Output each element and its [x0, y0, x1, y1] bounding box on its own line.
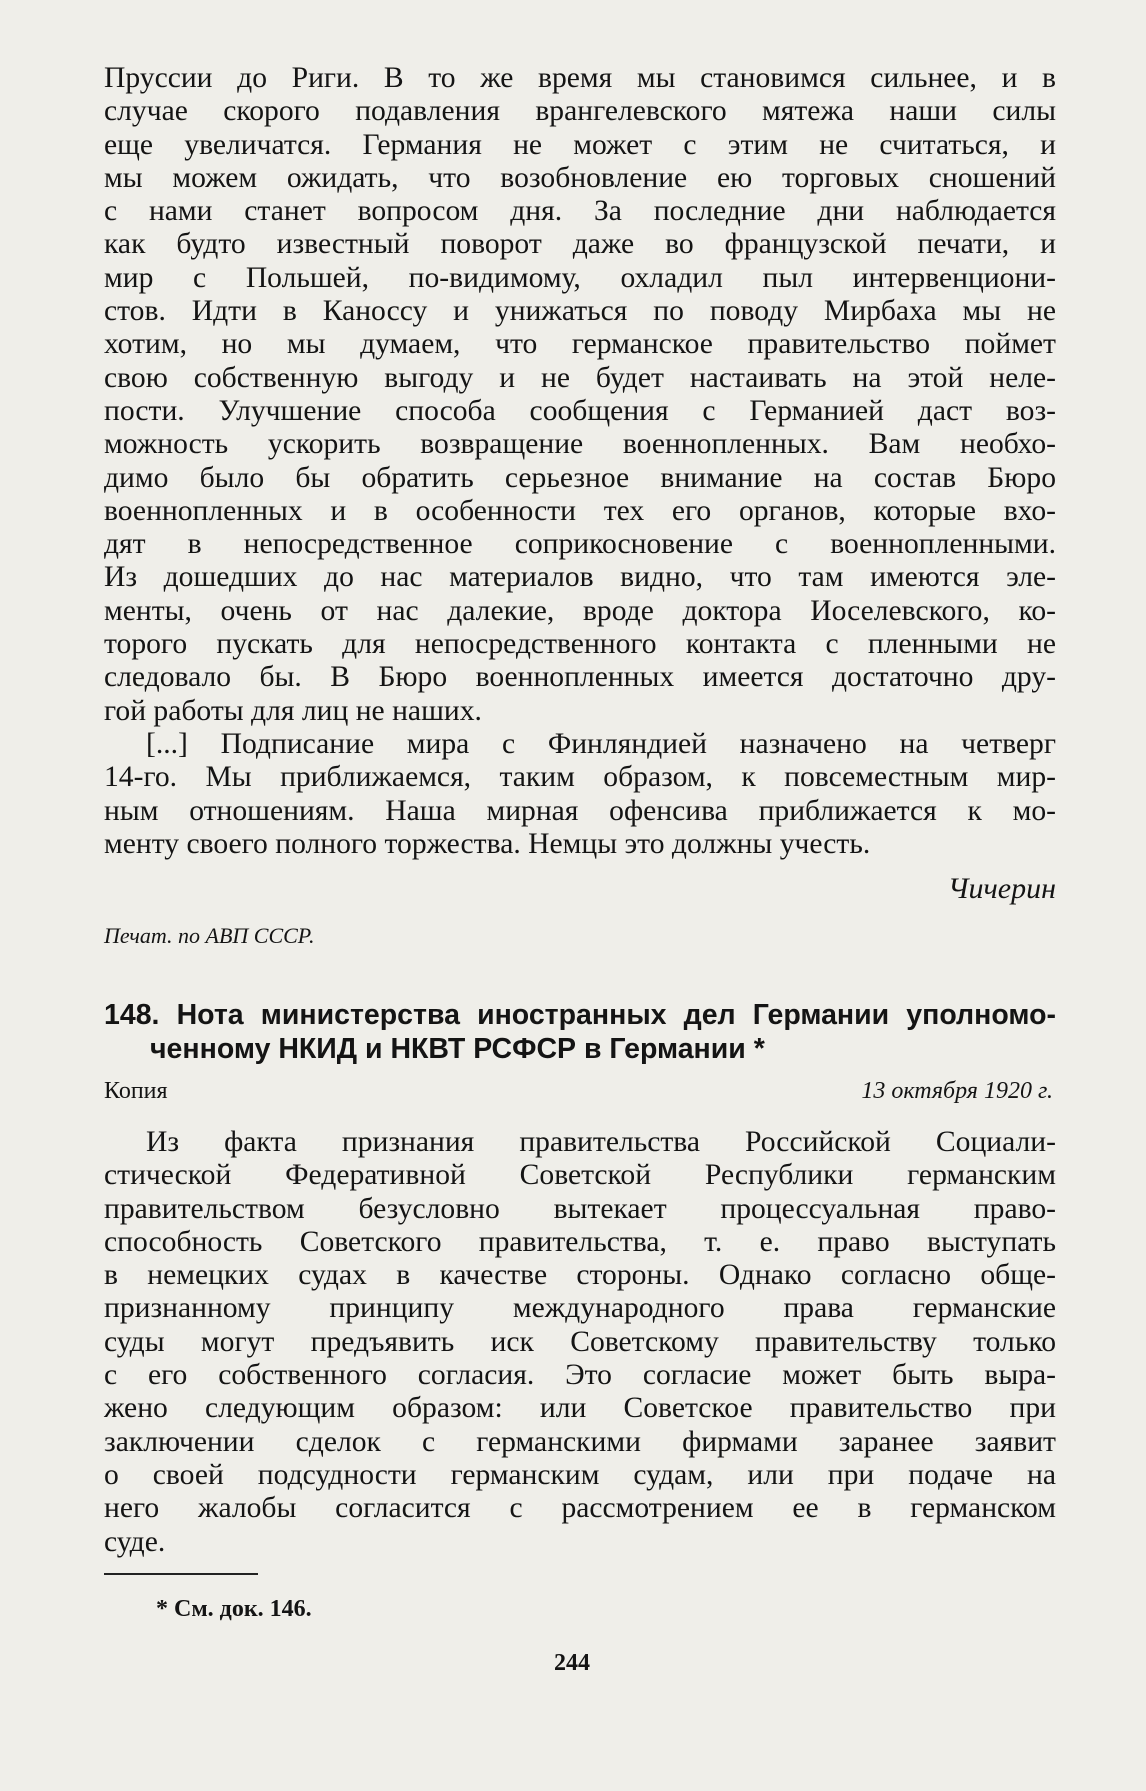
- text-line: еще увеличатся. Германия не может с этим не считаться, и: [104, 128, 1056, 161]
- source-note: Печат. по АВП СССР.: [104, 923, 315, 948]
- text-line: Пруссии до Риги. В то же время мы становимся сильнее, и в: [104, 62, 1056, 94]
- heading-line: 148. Нота министерства иностранных дел Германии уполномо-: [104, 999, 1056, 1031]
- text-line: дят в непосредственное соприкосновение с военнопленными.: [104, 528, 1056, 561]
- page-number: 244: [554, 1650, 590, 1676]
- text-line: следовало бы. В Бюро военнопленных имеется достаточно дру-: [104, 661, 1056, 694]
- text-line: о своей подсудности германским судам, или при подаче на: [104, 1458, 1056, 1491]
- signature: Чичерин: [947, 872, 1056, 905]
- text-line: Из дошедших до нас материалов видно, что там имеются эле-: [104, 561, 1056, 594]
- text-line: менту своего полного торжества. Немцы это должны учесть.: [104, 827, 871, 860]
- text-line: с его собственного согласия. Это согласие может быть выра-: [104, 1359, 1056, 1392]
- text-line: менты, очень от нас далекие, вроде доктора Иоселевского, ко-: [104, 594, 1056, 627]
- copy-label: Копия: [104, 1078, 168, 1104]
- document-heading: [104, 998, 1056, 1066]
- text-line: правительством безусловно вытекает процессуальная право-: [104, 1192, 1056, 1225]
- text-line: мир с Польшей, по-видимому, охладил пыл интервенциони-: [104, 261, 1056, 294]
- document-date: 13 октября 1920 г.: [861, 1078, 1053, 1104]
- letter-text: [104, 62, 1056, 861]
- text-line: с нами станет вопросом дня. За последние дни наблюдается: [104, 195, 1056, 228]
- text-line: признанному принципу международного права германские: [104, 1292, 1056, 1325]
- text-line: способность Советского правительства, т. е. право выступать: [104, 1225, 1056, 1258]
- text-line: стической Федеративной Советской Республики германским: [104, 1159, 1056, 1192]
- text-line: хотим, но мы думаем, что германское правительство поймет: [104, 328, 1056, 361]
- text-line: в немецких судах в качестве стороны. Однако согласно обще-: [104, 1259, 1056, 1292]
- text-line: ным отношениям. Наша мирная офенсива приближается к мо-: [104, 794, 1056, 827]
- text-line: суды могут предъявить иск Советскому правительству только: [104, 1325, 1056, 1358]
- text-line: димо было бы обратить серьезное внимание на состав Бюро: [104, 461, 1056, 494]
- text-line: него жалобы согласится с рассмотрением ее в германском: [104, 1492, 1056, 1525]
- text-line: [...] Подписание мира с Финляндией назначено на четверг: [146, 727, 1056, 760]
- text-line: случае скорого подавления врангелевского мятежа наши силы: [104, 95, 1056, 128]
- text-line: суде.: [104, 1525, 166, 1558]
- text-line: заключении сделок с германскими фирмами заранее заявит: [104, 1425, 1056, 1458]
- text-line: как будто известный поворот даже во французской печати, и: [104, 228, 1056, 261]
- text-line: свою собственную выгоду и не будет настаивать на этой неле-: [104, 361, 1056, 394]
- text-line: пости. Улучшение способа сообщения с Германией даст воз-: [104, 394, 1056, 427]
- footnote: * См. док. 146.: [156, 1596, 312, 1622]
- text-line: мы можем ожидать, что возобновление ею торговых сношений: [104, 161, 1056, 194]
- text-line: 14-го. Мы приближаемся, таким образом, к повсеместным мир-: [104, 761, 1056, 794]
- text-line: военнопленных и в особенности тех его органов, которые вхо-: [104, 494, 1056, 527]
- text-line: торого пускать для непосредственного контакта с пленными не: [104, 628, 1056, 661]
- heading-line: ченному НКИД и НКВТ РСФСР в Германии *: [150, 1033, 765, 1065]
- text-line: жено следующим образом: или Советское правительство при: [104, 1392, 1056, 1425]
- text-line: можность ускорить возвращение военнопленных. Вам необхо-: [104, 428, 1056, 461]
- text-line: Из факта признания правительства Российской Социали-: [146, 1126, 1056, 1158]
- document-body: [104, 1126, 1056, 1559]
- text-line: гой работы для лиц не наших.: [104, 694, 482, 727]
- footnote-rule: [104, 1573, 258, 1575]
- text-line: стов. Идти в Каноссу и унижаться по поводу Мирбаха мы не: [104, 295, 1056, 328]
